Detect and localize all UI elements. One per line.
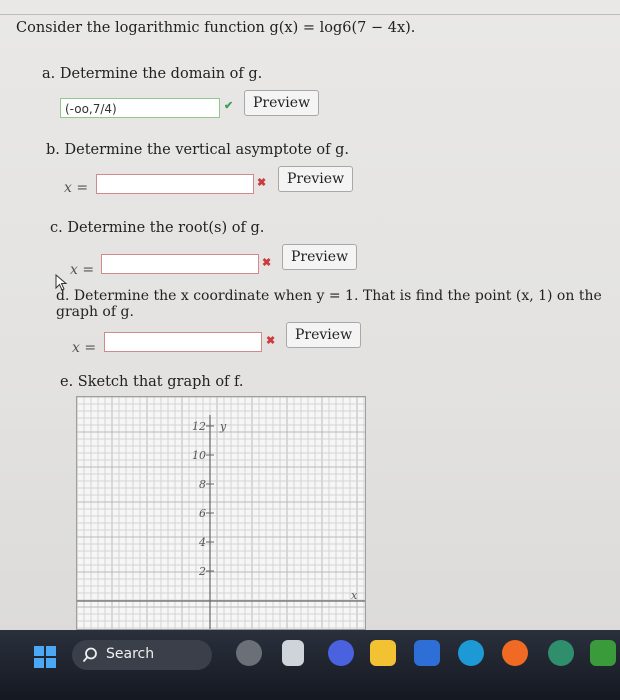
taskbar-search[interactable] — [72, 640, 212, 670]
y-tick-label: 12 — [192, 420, 206, 433]
answer-field-d[interactable] — [104, 332, 262, 352]
y-tick-label: 4 — [199, 536, 206, 549]
correct-check-icon: ✔ — [224, 99, 234, 112]
task-view-icon[interactable] — [282, 640, 304, 666]
question-d: d. Determine the x coordinate when y = 1. That is find the point (x, 1) on the graph of g. — [56, 288, 602, 320]
microsoft-store-icon[interactable] — [414, 640, 440, 666]
incorrect-x-icon: ✖ — [262, 256, 272, 269]
windows-start-icon[interactable] — [34, 646, 56, 668]
preview-button-a[interactable]: Preview — [244, 90, 319, 116]
problem-statement: Consider the logarithmic function g(x) = log6(7 − 4x). — [16, 20, 416, 36]
question-a: a. Determine the domain of g. — [42, 66, 263, 82]
y-tick-label: 8 — [199, 478, 206, 491]
y-tick-label: 6 — [199, 507, 206, 520]
answer-field-c[interactable] — [101, 254, 259, 274]
app-icon[interactable] — [548, 640, 574, 666]
preview-button-c[interactable]: Preview — [282, 244, 357, 270]
teams-chat-icon[interactable] — [328, 640, 354, 666]
preview-button-d[interactable]: Preview — [286, 322, 361, 348]
answer-field-b[interactable] — [96, 174, 254, 194]
question-b: b. Determine the vertical asymptote of g. — [46, 142, 349, 158]
file-explorer-icon[interactable] — [370, 640, 396, 666]
minecraft-icon[interactable] — [590, 640, 616, 666]
question-c: c. Determine the root(s) of g. — [50, 220, 265, 236]
search-label: Search — [106, 646, 155, 662]
variable-label-b: x = — [64, 180, 89, 196]
question-e: e. Sketch that graph of f. — [60, 374, 244, 390]
incorrect-x-icon: ✖ — [257, 176, 267, 189]
variable-label-c: x = — [70, 262, 95, 278]
firefox-icon[interactable] — [502, 640, 528, 666]
edge-browser-icon[interactable] — [458, 640, 484, 666]
y-axis-label: y — [220, 420, 227, 433]
graph-canvas[interactable] — [76, 396, 366, 630]
incorrect-x-icon: ✖ — [266, 334, 276, 347]
preview-button-b[interactable]: Preview — [278, 166, 353, 192]
y-tick-label: 2 — [199, 565, 206, 578]
header-divider — [0, 14, 620, 15]
variable-label-d: x = — [72, 340, 97, 356]
x-axis-label: x — [351, 589, 358, 602]
graph-grid[interactable] — [77, 397, 365, 629]
search-icon — [82, 647, 98, 663]
y-tick-label: 10 — [192, 449, 206, 462]
meet-now-icon[interactable] — [236, 640, 262, 666]
answer-field-a[interactable]: (-oo,7/4) — [60, 98, 220, 118]
